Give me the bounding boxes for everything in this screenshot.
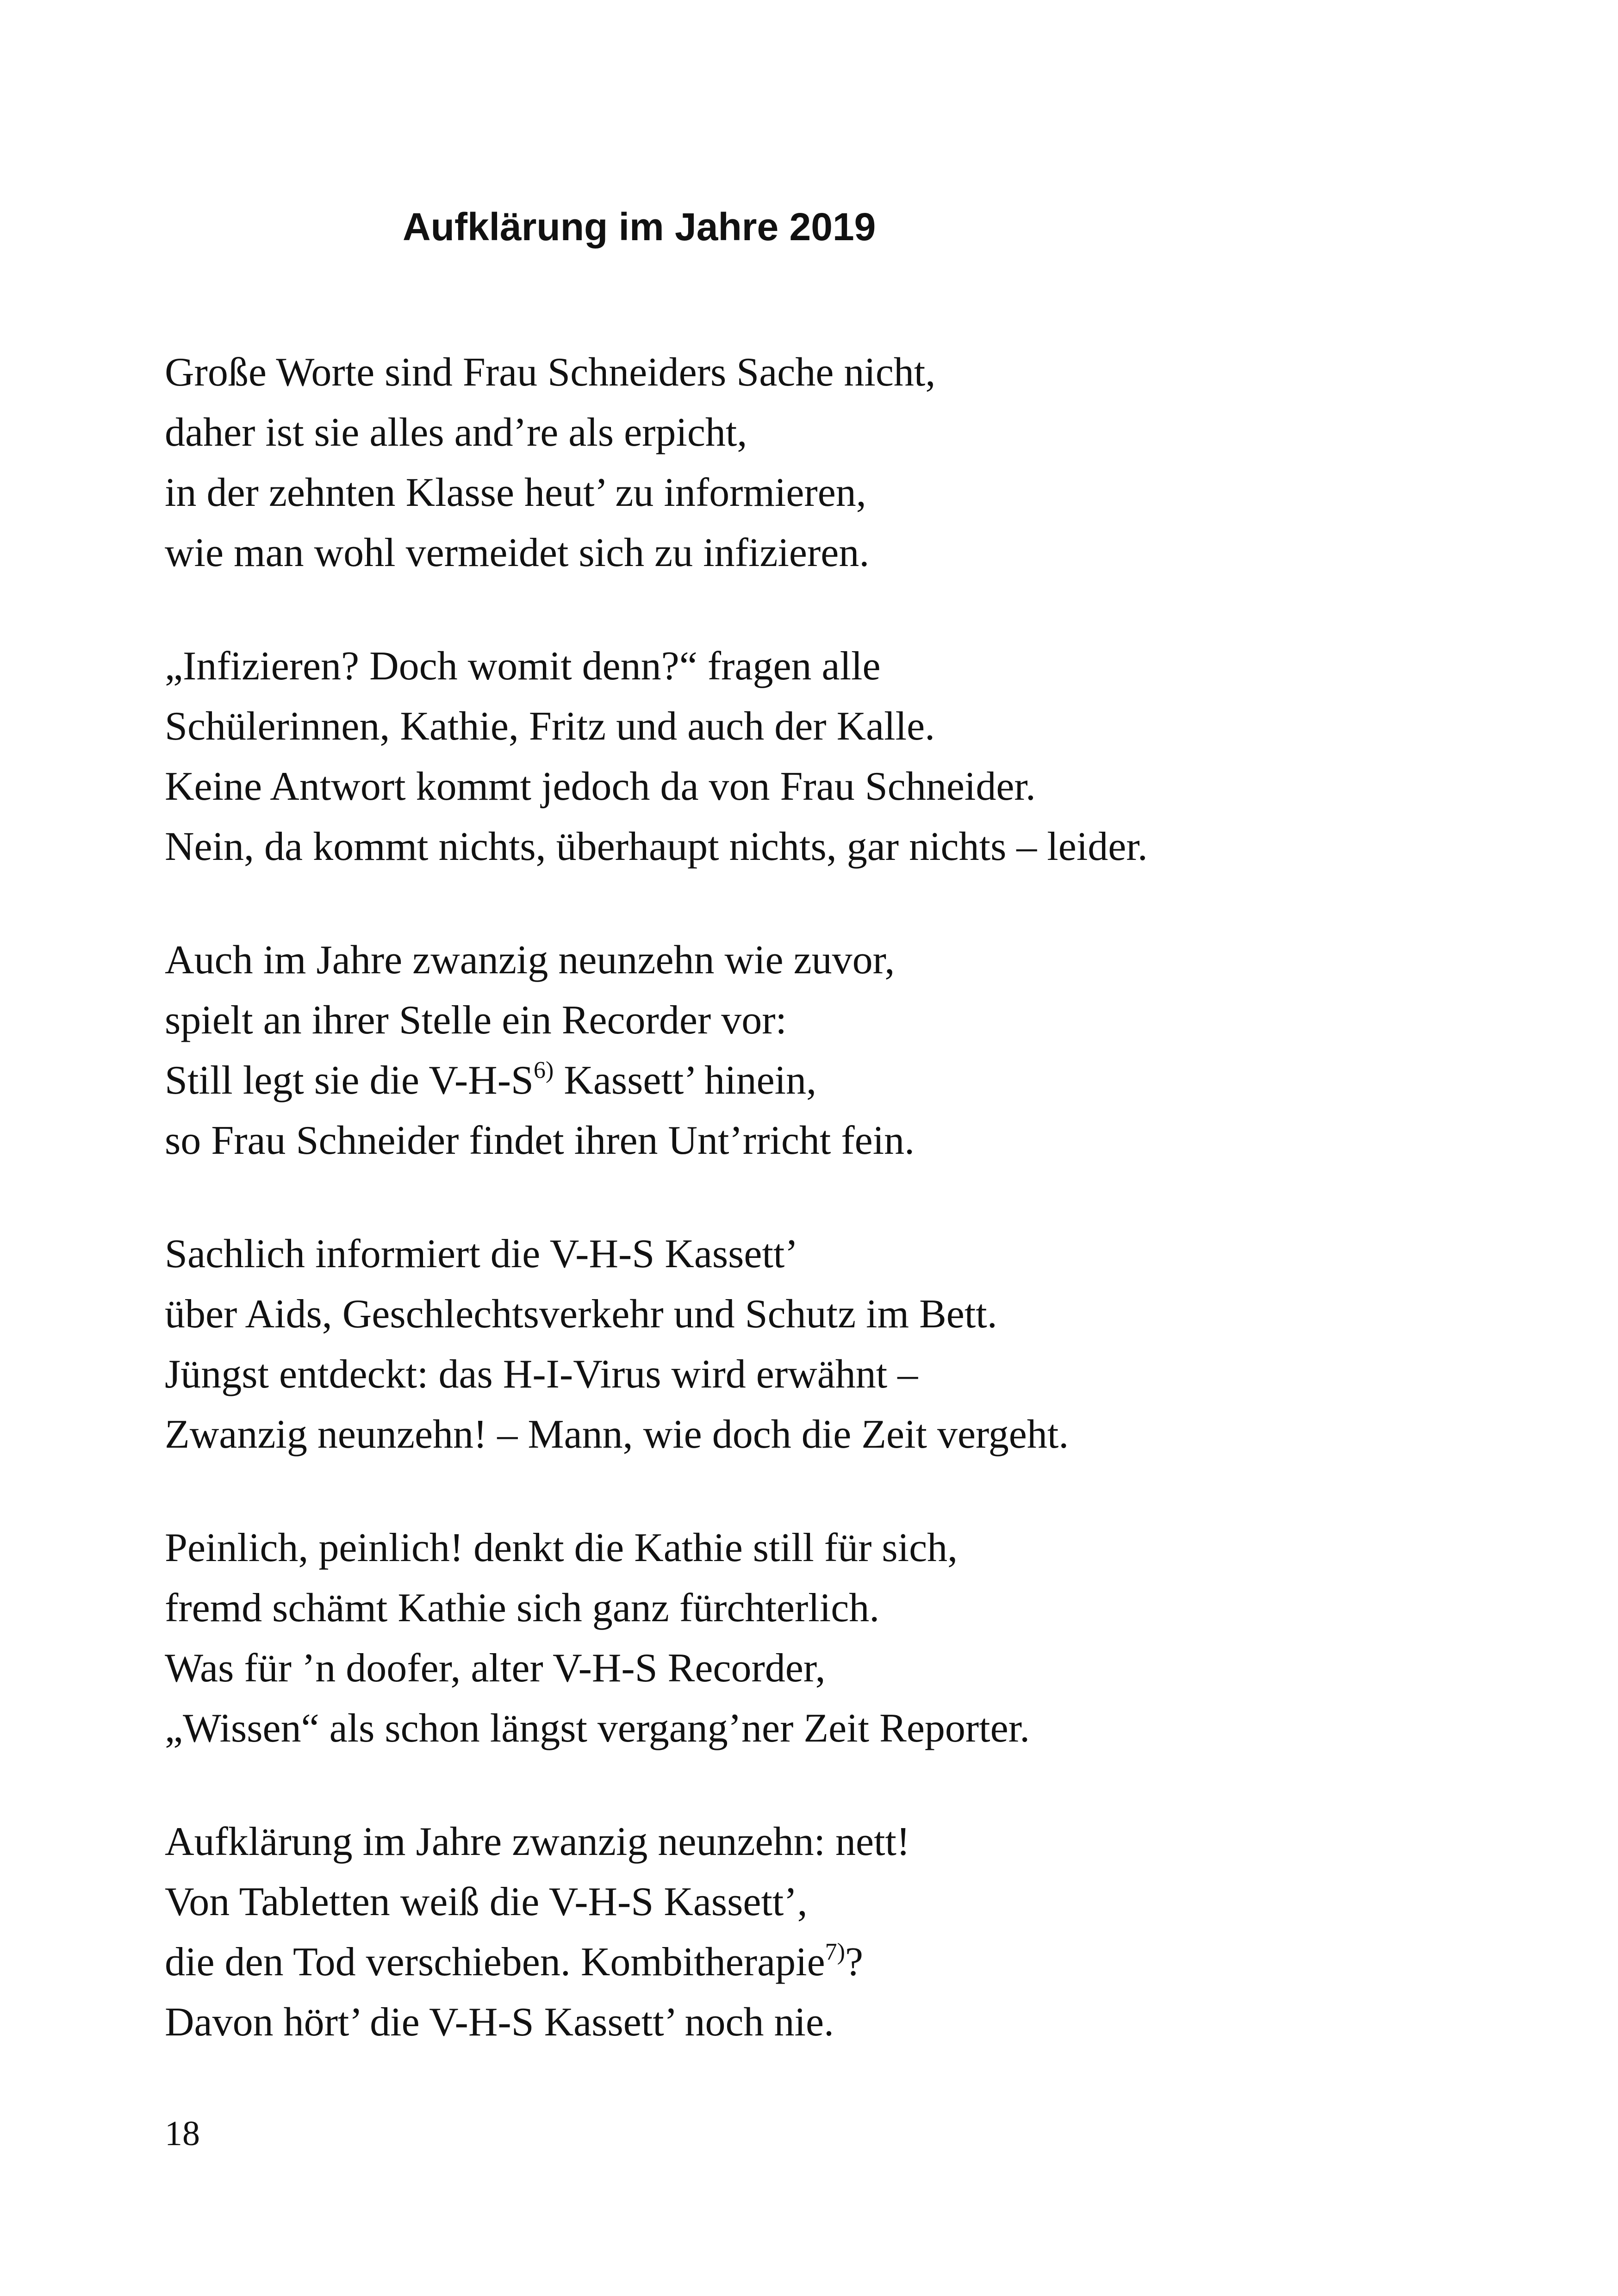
verse-line: Auch im Jahre zwanzig neunzehn wie zuvor, [165,938,895,983]
verse-line: Aufklärung im Jahre zwanzig neunzehn: nett! [165,1819,910,1864]
verse-line: Schülerinnen, Kathie, Fritz und auch der Kalle. [165,704,935,749]
verse-line: „Wissen“ als schon längst vergang’ner Zeit Reporter. [165,1706,1030,1751]
verse-line: Große Worte sind Frau Schneiders Sache nicht, [165,350,936,395]
poem-title: Aufklärung im Jahre 2019 [403,205,876,249]
stanza-1 [165,342,1507,583]
verse-text: Kassett’ hinein, [554,1058,817,1103]
verse-line: Nein, da kommt nichts, überhaupt nichts, gar nichts – leider. [165,824,1148,869]
stanza-6 [165,1812,1507,2053]
footnote-marker: 7) [825,1939,845,1965]
verse-line: „Infizieren? Doch womit denn?“ fragen alle [165,644,881,689]
verse-line: Was für ’n doofer, alter V-H-S Recorder, [165,1646,826,1691]
verse-text: ? [845,1940,864,1985]
page-number: 18 [165,2114,200,2153]
verse-line: Von Tabletten weiß die V-H-S Kassett’, [165,1879,808,1924]
verse-line: daher ist sie alles and’re als erpicht, [165,410,747,455]
stanza-2 [165,636,1507,877]
verse-text: Still legt sie die V-H-S [165,1058,534,1103]
stanza-3 [165,930,1507,1171]
verse-line: wie man wohl vermeidet sich zu infizieren. [165,530,870,575]
stanza-5 [165,1518,1507,1759]
verse-text: die den Tod verschieben. Kombitherapie [165,1940,825,1985]
verse-line: fremd schämt Kathie sich ganz fürchterlich. [165,1586,880,1630]
verse-line: in der zehnten Klasse heut’ zu informieren, [165,470,866,515]
verse-line: Keine Antwort kommt jedoch da von Frau Schneider. [165,764,1036,809]
verse-line: Davon hört’ die V-H-S Kassett’ noch nie. [165,2000,834,2045]
verse-line: Sachlich informiert die V-H-S Kassett’ [165,1232,798,1276]
verse-line: über Aids, Geschlechtsverkehr und Schutz im Bett. [165,1292,997,1337]
verse-line: Peinlich, peinlich! denkt die Kathie still für sich, [165,1525,958,1570]
stanza-4 [165,1224,1507,1465]
footnote-marker: 6) [533,1057,554,1083]
verse-line: spielt an ihrer Stelle ein Recorder vor: [165,998,787,1043]
verse-line-with-footnote [165,1051,1507,1111]
verse-line: so Frau Schneider findet ihren Unt’rricht fein. [165,1118,915,1163]
verse-line: Zwanzig neunzehn! – Mann, wie doch die Zeit vergeht. [165,1412,1069,1457]
verse-line: Jüngst entdeckt: das H-I-Virus wird erwähnt – [165,1352,918,1397]
verse-line-with-footnote [165,1932,1507,1992]
